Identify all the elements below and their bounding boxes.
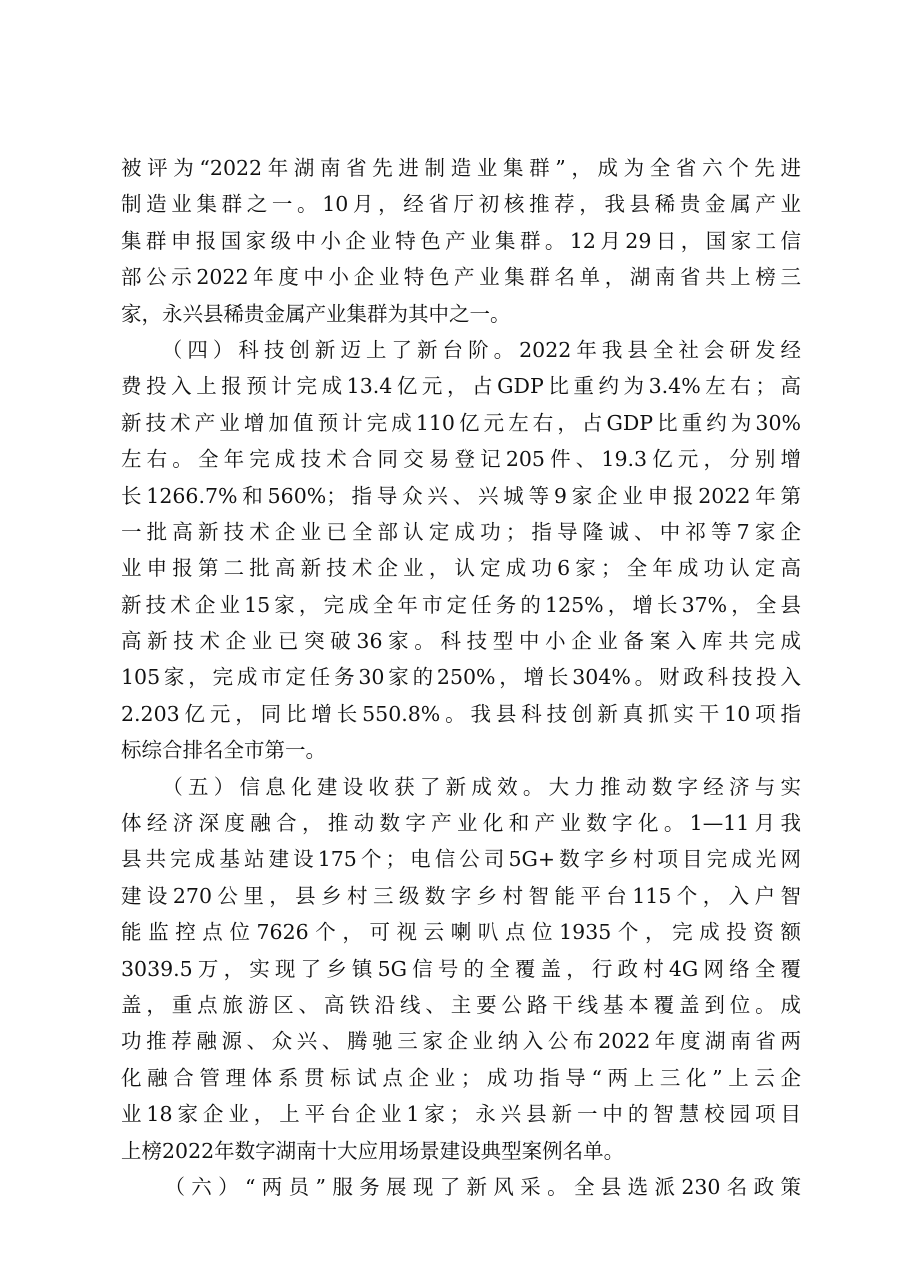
paragraph-heading-4: （四）科技创新迈上了新台阶。2022年我县全社会研发经 bbox=[121, 337, 801, 362]
paragraph-end-line: 标综合排名全市第一。 bbox=[121, 738, 326, 763]
text-line: 105家，完成市定任务30家的250%，增长304%。财政科技投入 bbox=[121, 665, 801, 690]
text-line: 新技术产业增加值预计完成110亿元左右，占GDP比重约为30% bbox=[121, 410, 801, 435]
text-line: 2.203亿元，同比增长550.8%。我县科技创新真抓实干10项指 bbox=[121, 701, 801, 726]
text-line: 3039.5万，实现了乡镇5G信号的全覆盖，行政村4G网络全覆 bbox=[121, 956, 801, 981]
text-line: 费投入上报预计完成13.4亿元，占GDP比重约为3.4%左右；高 bbox=[121, 374, 801, 399]
text-line: 功推荐融源、众兴、腾驰三家企业纳入公布2022年度湖南省两 bbox=[121, 1029, 801, 1054]
text-line: 化融合管理体系贯标试点企业；成功指导“两上三化”上云企 bbox=[121, 1065, 801, 1090]
text-line: 盖，重点旅游区、高铁沿线、主要公路干线基本覆盖到位。成 bbox=[121, 992, 801, 1017]
paragraph-heading-6: （六）“两员”服务展现了新风采。全县选派230名政策 bbox=[121, 1174, 801, 1199]
text-line: 部公示2022年度中小企业特色产业集群名单，湖南省共上榜三 bbox=[121, 265, 801, 290]
text-line: 高新技术企业已突破36家。科技型中小企业备案入库共完成 bbox=[121, 629, 801, 654]
text-line: 被评为“2022年湖南省先进制造业集群”，成为全省六个先进 bbox=[121, 156, 801, 180]
body-text bbox=[121, 150, 801, 1205]
paragraph-end-line: 上榜2022年数字湖南十大应用场景建设典型案例名单。 bbox=[121, 1138, 625, 1163]
text-line: 左右。全年完成技术合同交易登记205件、19.3亿元，分别增 bbox=[121, 447, 801, 472]
paragraph-heading-5: （五）信息化建设收获了新成效。大力推动数字经济与实 bbox=[121, 774, 801, 799]
text-line: 建设270公里，县乡村三级数字乡村智能平台115个，入户智 bbox=[121, 883, 801, 908]
text-line: 体经济深度融合，推动数字产业化和产业数字化。1—11月我 bbox=[121, 811, 801, 836]
text-line: 长1266.7%和560%；指导众兴、兴城等9家企业申报2022年第 bbox=[121, 483, 801, 508]
text-line: 县共完成基站建设175个；电信公司5G+数字乡村项目完成光网 bbox=[121, 847, 801, 872]
text-line: 业申报第二批高新技术企业，认定成功6家；全年成功认定高 bbox=[121, 556, 801, 581]
text-line: 制造业集群之一。10月，经省厅初核推荐，我县稀贵金属产业 bbox=[121, 192, 801, 217]
text-line: 集群申报国家级中小企业特色产业集群。12月29日，国家工信 bbox=[121, 228, 801, 253]
text-line: 新技术企业15家，完成全年市定任务的125%，增长37%，全县 bbox=[121, 592, 801, 617]
text-line: 一批高新技术企业已全部认定成功；指导隆诚、中祁等7家企 bbox=[121, 519, 801, 544]
paragraph-end-line: 家，永兴县稀贵金属产业集群为其中之一。 bbox=[121, 301, 511, 326]
text-line: 能监控点位7626个，可视云喇叭点位1935个，完成投资额 bbox=[121, 920, 801, 945]
text-line: 业18家企业，上平台企业1家；永兴县新一中的智慧校园项目 bbox=[121, 1102, 801, 1127]
